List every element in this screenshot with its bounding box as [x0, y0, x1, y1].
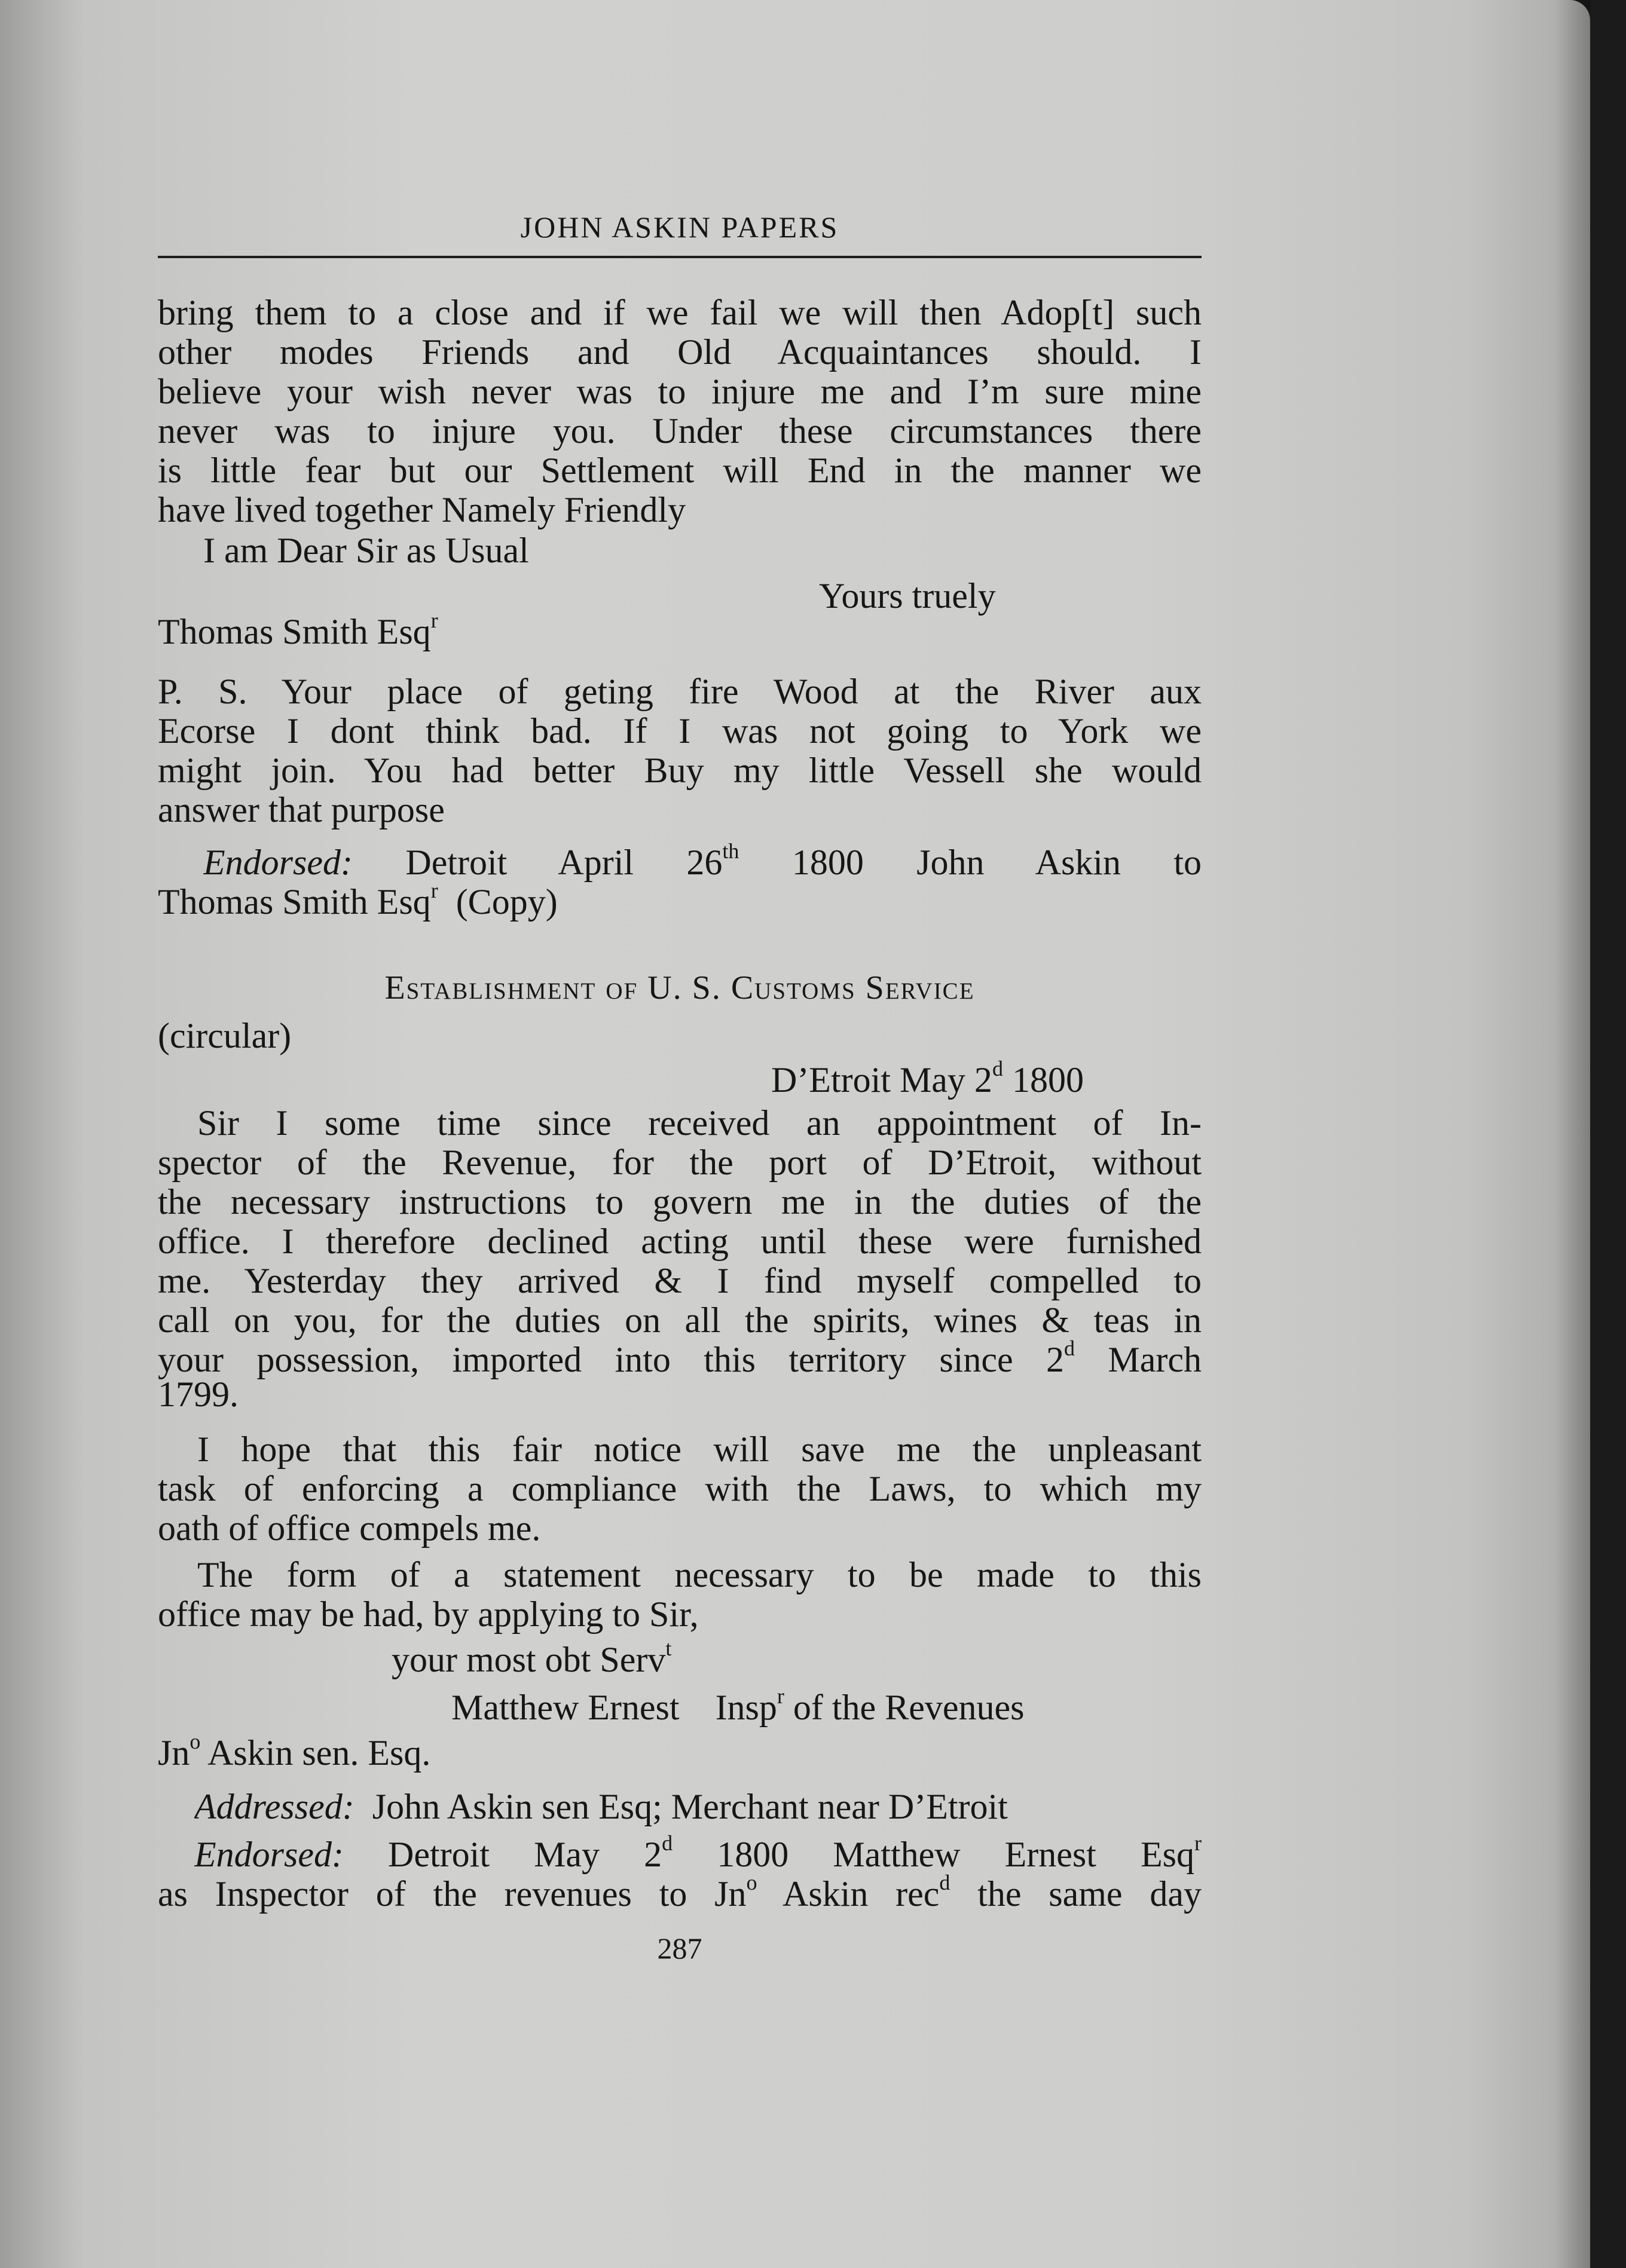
section-subtitle: (circular) — [158, 1016, 292, 1055]
circular-line: oath of office compels me. — [158, 1508, 541, 1548]
letter-signoff: Yours truely — [819, 576, 996, 616]
signer-title: Insp$^r$ of the Revenues — [715, 1688, 1025, 1727]
letter-line: never was to injure you. Under these circumstances there — [158, 411, 1202, 451]
letter-line: believe your wish never was to injure me and I’m sure mine — [158, 372, 1202, 411]
circular-line: office may be had, by applying to Sir, — [158, 1594, 699, 1634]
circular-endorsement: Endorsed: Detroit May 2$^d$ 1800 Matthew Ernest Esq$^r$ — [194, 1835, 1202, 1874]
page-number: 287 — [657, 1932, 702, 1965]
circular-line: I hope that this fair notice will save me the unpleasant — [197, 1430, 1202, 1469]
postscript-line: P. S. Your place of geting fire Wood at the River aux — [158, 672, 1202, 711]
dateline: D’Etroit May 2$^d$ 1800 — [771, 1060, 1084, 1100]
circular-line: the necessary instructions to govern me in the duties of the — [158, 1182, 1202, 1222]
circular-line: office. I therefore declined acting until these were furnished — [158, 1222, 1202, 1261]
section-title: Establishment of U. S. Customs Service — [384, 969, 975, 1006]
endorsed-label: Endorsed: — [194, 1835, 344, 1874]
circular-line: spector of the Revenue, for the port of D’Etroit, without — [158, 1143, 1202, 1182]
circular-line: Sir I some time since received an appointment of In- — [197, 1103, 1202, 1143]
letter-closing: I am Dear Sir as Usual — [203, 531, 529, 570]
circular-signature — [451, 1688, 1202, 1727]
circular-line: The form of a statement necessary to be made to this — [197, 1555, 1202, 1594]
letter-line: bring them to a close and if we fail we will then Adop[t] such — [158, 293, 1202, 332]
running-header: JOHN ASKIN PAPERS — [520, 210, 839, 244]
endorsed-label: Endorsed: — [203, 843, 353, 882]
circular-addressee: Jn$^o$ Askin sen. Esq. — [158, 1733, 431, 1773]
circular-addressed: Addressed: John Askin sen Esq; Merchant near D’Etroit — [194, 1787, 1008, 1826]
circular-line: call on you, for the duties on all the spirits, wines & teas in — [158, 1300, 1202, 1340]
circular-endorsement-cont: as Inspector of the revenues to Jn$^o$ Askin rec$^d$ the same day — [158, 1874, 1202, 1914]
postscript-line: Ecorse I dont think bad. If I was not going to York we — [158, 711, 1202, 751]
addressed-label: Addressed: — [194, 1787, 354, 1826]
letter-endorsement-cont: Thomas Smith Esq$^r$ (Copy) — [158, 882, 558, 922]
signer-name: Matthew Ernest — [451, 1688, 680, 1727]
letter-recipient: Thomas Smith Esq$^r$ — [158, 612, 438, 651]
letter-line: other modes Friends and Old Acquaintances should. I — [158, 332, 1202, 372]
circular-line: 1799. — [158, 1375, 239, 1414]
letter-endorsement: Endorsed: Detroit April 26th 1800 John Askin to — [203, 843, 1202, 882]
circular-line: me. Yesterday they arrived & I find myself compelled to — [158, 1261, 1202, 1300]
circular-line: task of enforcing a compliance with the Laws, to which my — [158, 1469, 1202, 1508]
header-rule — [158, 256, 1202, 258]
letter-line: is little fear but our Settlement will End in the manner we — [158, 451, 1202, 490]
postscript-line: answer that purpose — [158, 790, 445, 830]
circular-closing: your most obt Serv$^t$ — [392, 1640, 672, 1679]
postscript-line: might join. You had better Buy my little Vessell she would — [158, 751, 1202, 790]
circular-line: your possession, imported into this territory since 2$^d$ March — [158, 1340, 1202, 1379]
letter-line: have lived together Namely Friendly — [158, 490, 686, 529]
